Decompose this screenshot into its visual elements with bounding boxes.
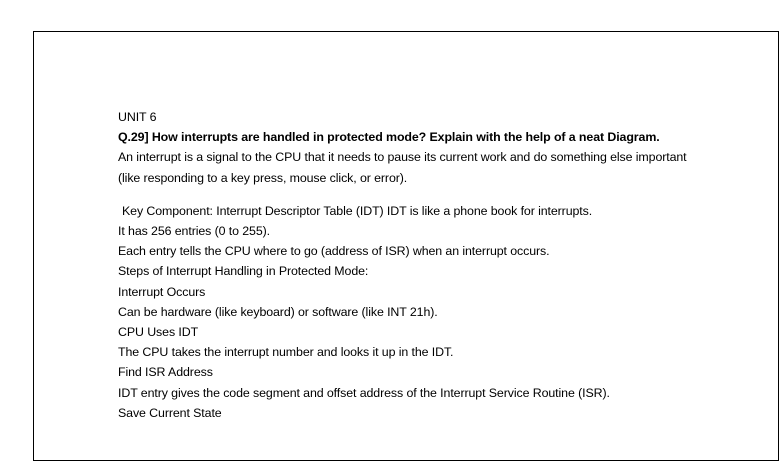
document-page (33, 31, 779, 461)
question-heading: Q.29] How interrupts are handled in protected mode? Explain with the help of a neat Diagram. (118, 130, 660, 145)
step-2-title: CPU Uses IDT (118, 325, 199, 340)
unit-heading: UNIT 6 (118, 110, 157, 124)
document-body (118, 107, 778, 423)
step-1-title: Interrupt Occurs (118, 284, 206, 299)
entry-description-line: Each entry tells the CPU where to go (address of ISR) when an interrupt occurs. (118, 244, 550, 259)
step-4-title: Save Current State (118, 405, 222, 420)
step-3-description: IDT entry gives the code segment and offset address of the Interrupt Service Routine (ISR). (118, 385, 610, 400)
step-1-description: Can be hardware (like keyboard) or software (like INT 21h). (118, 304, 438, 319)
intro-line-2: (like responding to a key press, mouse click, or error). (118, 170, 408, 185)
step-3-title: Find ISR Address (118, 365, 213, 380)
entries-line: It has 256 entries (0 to 255). (118, 224, 270, 239)
paragraph-gap (118, 188, 778, 201)
step-2-description: The CPU takes the interrupt number and looks it up in the IDT. (118, 345, 454, 360)
intro-line-1: An interrupt is a signal to the CPU that it needs to pause its current work and do something else important (118, 150, 687, 165)
key-component-line: Key Component: Interrupt Descriptor Table (IDT) IDT is like a phone book for interrupts. (122, 203, 593, 218)
steps-heading: Steps of Interrupt Handling in Protected Mode: (118, 264, 369, 279)
